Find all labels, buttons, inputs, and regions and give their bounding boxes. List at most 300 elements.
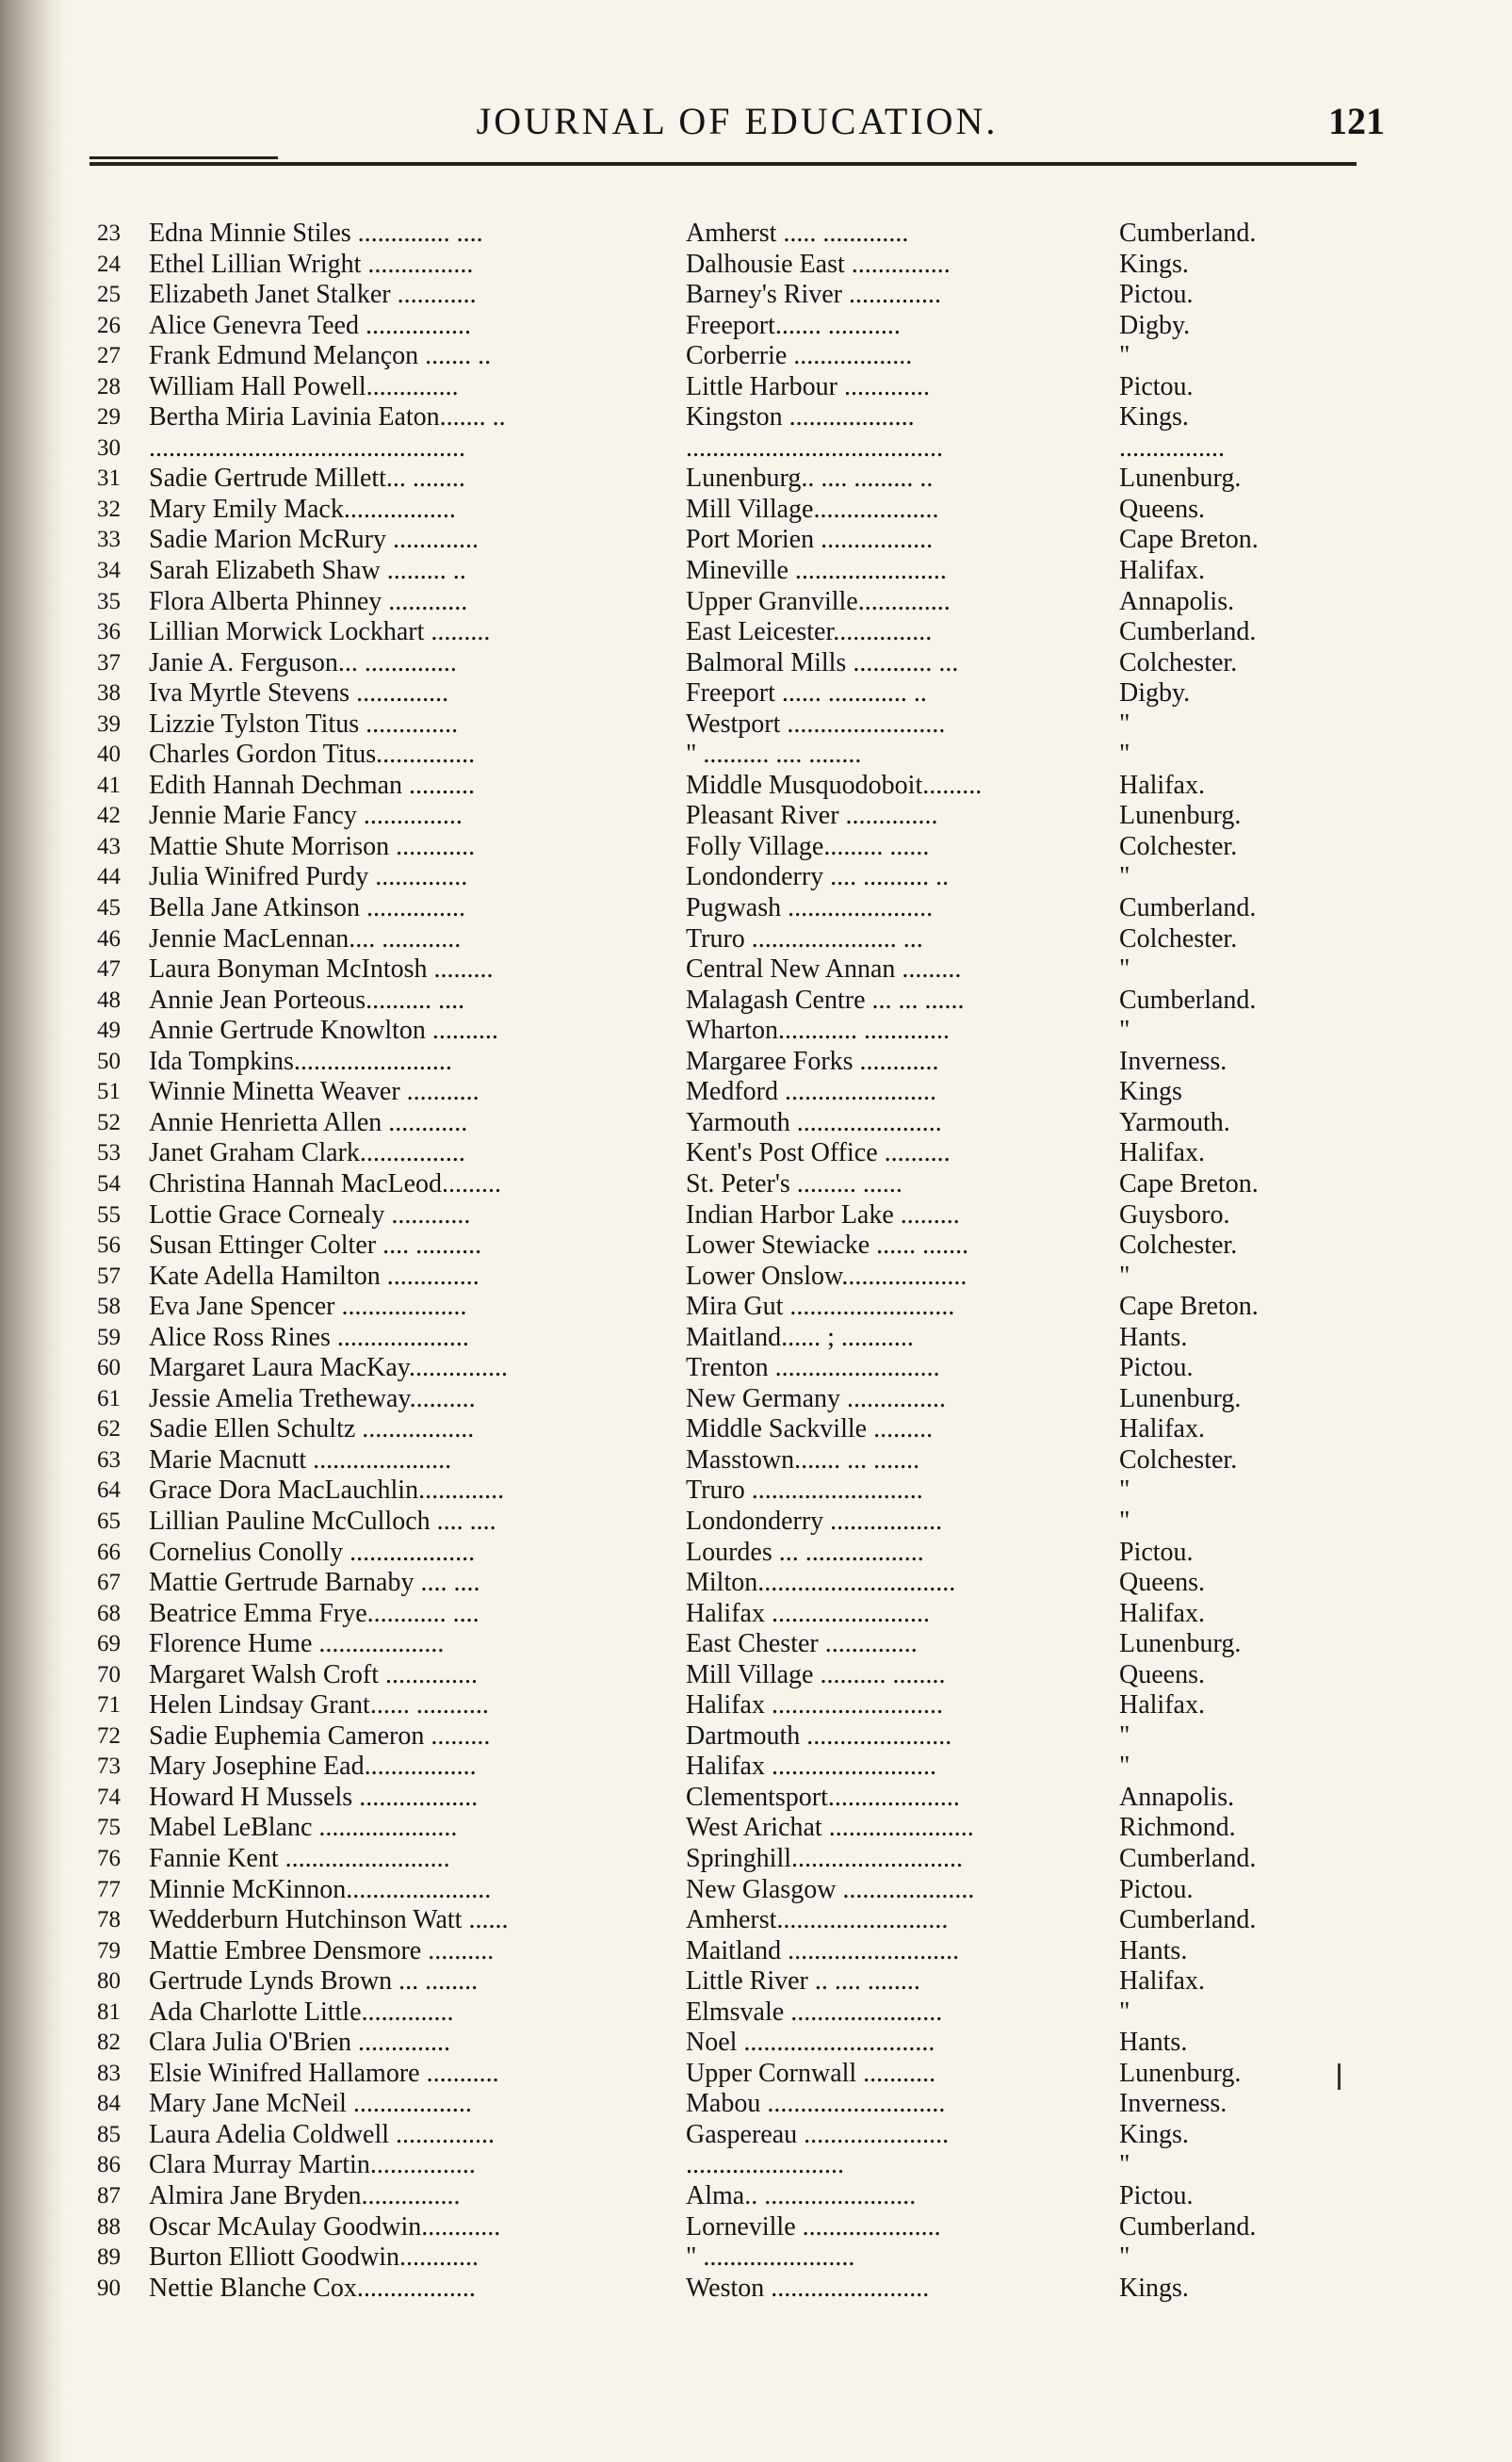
student-name: Mary Josephine Ead.................	[149, 1752, 477, 1782]
list-item	[73, 986, 1392, 1017]
list-item	[73, 1936, 1392, 1967]
row-number: 28	[97, 373, 121, 399]
list-item	[73, 1568, 1392, 1599]
row-number: 58	[97, 1294, 121, 1320]
list-item	[73, 771, 1392, 802]
list-item	[73, 1507, 1392, 1538]
place-name: Indian Harbor Lake .........	[686, 1199, 960, 1230]
place-name: ........................	[686, 2150, 844, 2180]
student-name: Sadie Gertrude Millett... ........	[149, 464, 465, 494]
student-name: Oscar McAulay Goodwin............	[149, 2211, 501, 2242]
student-name: Elizabeth Janet Stalker ............	[149, 280, 477, 310]
place-name: Upper Cornwall ...........	[686, 2058, 936, 2088]
place-name: Trenton .........................	[686, 1353, 940, 1383]
county-name: Lunenburg.	[1119, 464, 1242, 494]
row-number: 24	[97, 251, 121, 277]
place-name: Balmoral Mills ............ ...	[686, 647, 959, 677]
list-item	[73, 2274, 1392, 2305]
county-name: Cumberland.	[1119, 985, 1257, 1015]
county-name: Cape Breton.	[1119, 1292, 1259, 1322]
list-item	[73, 678, 1392, 709]
place-name: Noel .............................	[686, 2028, 935, 2058]
county-name: Halifax.	[1119, 1598, 1205, 1628]
student-name: Lottie Grace Cornealy ............	[149, 1199, 471, 1230]
place-name: " .......................	[686, 2242, 855, 2273]
student-list	[73, 219, 1392, 2304]
row-number: 83	[97, 2060, 121, 2086]
list-item	[73, 1353, 1392, 1384]
place-name: Truro ...................... ...	[686, 923, 923, 954]
list-item	[73, 617, 1392, 648]
county-name: Halifax.	[1119, 1414, 1205, 1444]
county-name: Pictou.	[1119, 371, 1194, 401]
county-name: Annapolis.	[1119, 586, 1235, 616]
row-number: 40	[97, 742, 121, 768]
place-name: Freeport ...... ............ ..	[686, 678, 927, 709]
county-name: Hants.	[1119, 2028, 1188, 2058]
place-name: Springhill..........................	[686, 1843, 964, 1873]
list-item	[73, 1783, 1392, 1814]
student-name: Wedderburn Hutchinson Watt ......	[149, 1905, 509, 1935]
county-name: Cumberland.	[1119, 2211, 1257, 2242]
place-name: New Germany ...............	[686, 1383, 947, 1413]
place-name: Folly Village......... ......	[686, 831, 930, 861]
student-name: Jennie MacLennan.... ............	[149, 923, 462, 954]
county-name: Annapolis.	[1119, 1782, 1235, 1812]
county-name: "	[1119, 2150, 1130, 2180]
list-item	[73, 1966, 1392, 1997]
student-name: Edna Minnie Stiles .............. ....	[149, 219, 483, 248]
place-name: Little River .. .... ........	[686, 1966, 920, 1997]
page-number: 121	[1328, 100, 1385, 142]
row-number: 69	[97, 1631, 121, 1657]
list-item	[73, 525, 1392, 556]
student-name: Mary Emily Mack.................	[149, 494, 456, 524]
place-name: Milton..............................	[686, 1568, 956, 1598]
student-name: Alice Genevra Teed ................	[149, 310, 471, 340]
place-name: Pugwash ......................	[686, 893, 934, 923]
list-item	[73, 433, 1392, 465]
row-number: 27	[97, 343, 121, 369]
row-number: 81	[97, 1998, 121, 2025]
row-number: 70	[97, 1661, 121, 1688]
list-item	[73, 648, 1392, 679]
row-number: 39	[97, 710, 121, 737]
list-item	[73, 1323, 1392, 1354]
student-name: Burton Elliott Goodwin............	[149, 2242, 479, 2273]
row-number: 38	[97, 680, 121, 707]
list-item	[73, 1169, 1392, 1200]
student-name: Clara Julia O'Brien ..............	[149, 2028, 450, 2058]
place-name: Halifax ........................	[686, 1598, 930, 1628]
student-name: Annie Henrietta Allen ............	[149, 1107, 468, 1137]
place-name: Westport ........................	[686, 709, 946, 739]
place-name: Mira Gut .........................	[686, 1292, 955, 1322]
list-item	[73, 1445, 1392, 1476]
row-number: 60	[97, 1355, 121, 1381]
place-name: Medford .......................	[686, 1077, 936, 1107]
county-name: Richmond.	[1119, 1813, 1236, 1843]
place-name: West Arichat ......................	[686, 1813, 974, 1843]
list-item	[73, 1538, 1392, 1569]
county-name: Pictou.	[1119, 2181, 1194, 2210]
list-item	[73, 2120, 1392, 2151]
row-number: 23	[97, 220, 121, 246]
county-name: Colchester.	[1119, 647, 1238, 677]
list-item	[73, 893, 1392, 924]
list-item	[73, 1875, 1392, 1906]
place-name: Pleasant River ..............	[686, 801, 938, 831]
row-number: 57	[97, 1263, 121, 1289]
row-number: 87	[97, 2183, 121, 2209]
county-name: "	[1119, 2242, 1130, 2273]
list-item	[73, 250, 1392, 281]
row-number: 77	[97, 1876, 121, 1902]
place-name: St. Peter's ......... ......	[686, 1168, 902, 1198]
row-number: 48	[97, 986, 121, 1013]
student-name: Annie Jean Porteous.......... ....	[149, 985, 465, 1015]
place-name: Kent's Post Office ..........	[686, 1138, 951, 1168]
county-name: Halifax.	[1119, 770, 1205, 800]
student-name: Frank Edmund Melançon ....... ..	[149, 341, 492, 371]
row-number: 55	[97, 1201, 121, 1228]
row-number: 26	[97, 312, 121, 338]
row-number: 76	[97, 1845, 121, 1871]
student-name: Flora Alberta Phinney ............	[149, 586, 468, 616]
place-name: Margaree Forks ............	[686, 1046, 939, 1076]
row-number: 67	[97, 1570, 121, 1596]
student-name: Sadie Ellen Schultz .................	[149, 1414, 475, 1444]
list-item	[73, 740, 1392, 771]
place-name: Mill Village...................	[686, 494, 939, 524]
county-name: Kings.	[1119, 249, 1189, 279]
student-name: Elsie Winifred Hallamore ...........	[149, 2058, 499, 2088]
row-number: 50	[97, 1048, 121, 1074]
place-name: .......................................	[686, 432, 943, 463]
place-name: Lourdes ... ..................	[686, 1537, 924, 1567]
county-name: Halifax.	[1119, 556, 1205, 586]
list-item	[73, 954, 1392, 986]
row-number: 45	[97, 895, 121, 921]
place-name: Elmsvale .......................	[686, 1997, 943, 2027]
row-number: 30	[97, 434, 121, 461]
row-number: 71	[97, 1692, 121, 1719]
student-name: Iva Myrtle Stevens ..............	[149, 678, 449, 709]
student-name: Grace Dora MacLauchlin.............	[149, 1476, 505, 1506]
student-name: Helen Lindsay Grant...... ...........	[149, 1690, 489, 1720]
list-item	[73, 1108, 1392, 1139]
student-name: Howard H Mussels ..................	[149, 1782, 479, 1812]
list-item	[73, 1292, 1392, 1323]
county-name: "	[1119, 1752, 1130, 1782]
student-name: Ida Tompkins........................	[149, 1046, 452, 1076]
row-number: 68	[97, 1600, 121, 1626]
list-item	[73, 341, 1392, 372]
student-name: Annie Gertrude Knowlton ..........	[149, 1016, 498, 1046]
place-name: Weston ........................	[686, 2273, 930, 2303]
county-name: Cumberland.	[1119, 617, 1257, 647]
place-name: Yarmouth ......................	[686, 1107, 942, 1137]
place-name: East Chester ..............	[686, 1629, 918, 1659]
journal-title: JOURNAL OF EDUCATION.	[476, 100, 999, 142]
list-item	[73, 1752, 1392, 1783]
list-item	[73, 280, 1392, 311]
student-name: Ethel Lillian Wright ................	[149, 249, 474, 279]
county-name: ................	[1119, 432, 1225, 463]
list-item	[73, 1262, 1392, 1293]
place-name: Amherst..........................	[686, 1905, 949, 1935]
county-name: Cape Breton.	[1119, 1168, 1259, 1198]
list-item	[73, 1231, 1392, 1262]
place-name: Amherst ..... .............	[686, 219, 909, 248]
county-name: Colchester.	[1119, 923, 1238, 954]
county-name: Inverness.	[1119, 2089, 1227, 2119]
county-name: "	[1119, 862, 1130, 892]
county-name: Queens.	[1119, 1659, 1205, 1689]
row-number: 88	[97, 2213, 121, 2240]
county-name: Kings.	[1119, 2273, 1189, 2303]
place-name: Middle Sackville .........	[686, 1414, 934, 1444]
student-name: Julia Winifred Purdy ..............	[149, 862, 468, 892]
place-name: Lower Stewiacke ...... .......	[686, 1231, 969, 1261]
student-name: Edith Hannah Dechman ..........	[149, 770, 476, 800]
county-name: "	[1119, 1506, 1130, 1536]
list-item	[73, 1047, 1392, 1078]
student-name: Janie A. Ferguson... ..............	[149, 647, 457, 677]
place-name: Dalhousie East ...............	[686, 249, 951, 279]
student-name: Mattie Gertrude Barnaby .... ....	[149, 1568, 480, 1598]
place-name: Gaspereau ......................	[686, 2119, 950, 2149]
county-name: Digby.	[1119, 310, 1191, 340]
student-name: ................................................	[149, 432, 465, 463]
student-name: Laura Adelia Coldwell ...............	[149, 2119, 496, 2149]
row-number: 32	[97, 496, 121, 522]
row-number: 36	[97, 619, 121, 645]
page-header	[89, 99, 1385, 155]
list-item	[73, 1138, 1392, 1169]
row-number: 51	[97, 1079, 121, 1105]
list-item	[73, 1844, 1392, 1875]
county-name: "	[1119, 341, 1130, 371]
place-name: Little Harbour .............	[686, 371, 930, 401]
list-item	[73, 1016, 1392, 1047]
student-name: Gertrude Lynds Brown ... ........	[149, 1966, 479, 1997]
county-name: Halifax.	[1119, 1966, 1205, 1997]
place-name: " .......... .... ........	[686, 740, 862, 770]
row-number: 59	[97, 1324, 121, 1350]
place-name: Port Morien .................	[686, 525, 934, 555]
county-name: Cumberland.	[1119, 219, 1257, 248]
list-item	[73, 2150, 1392, 2181]
list-item	[73, 1721, 1392, 1753]
student-name: Bertha Miria Lavinia Eaton....... ..	[149, 402, 506, 432]
list-item	[73, 924, 1392, 955]
student-name: Sarah Elizabeth Shaw ......... ..	[149, 556, 466, 586]
list-item	[73, 1200, 1392, 1231]
county-name: Pictou.	[1119, 1874, 1194, 1904]
county-name: Guysboro.	[1119, 1199, 1230, 1230]
list-item	[73, 464, 1392, 495]
county-name: Halifax.	[1119, 1690, 1205, 1720]
student-name: Clara Murray Martin................	[149, 2150, 476, 2180]
student-name: Charles Gordon Titus...............	[149, 740, 476, 770]
county-name: "	[1119, 1720, 1130, 1751]
county-name: Pictou.	[1119, 1537, 1194, 1567]
row-number: 29	[97, 404, 121, 431]
list-item	[73, 311, 1392, 342]
place-name: Lower Onslow...................	[686, 1261, 967, 1291]
list-item	[73, 495, 1392, 526]
row-number: 46	[97, 925, 121, 952]
row-number: 35	[97, 588, 121, 614]
county-name: Lunenburg.	[1119, 1383, 1242, 1413]
student-name: Beatrice Emma Frye............ ....	[149, 1598, 480, 1628]
header-rule-accent	[89, 156, 278, 159]
row-number: 41	[97, 772, 121, 798]
student-name: Margaret Walsh Croft ..............	[149, 1659, 478, 1689]
list-item	[73, 1690, 1392, 1721]
student-name: William Hall Powell..............	[149, 371, 459, 401]
row-number: 66	[97, 1539, 121, 1565]
row-number: 37	[97, 649, 121, 676]
list-item	[73, 1384, 1392, 1415]
student-name: Winnie Minetta Weaver ...........	[149, 1077, 480, 1107]
place-name: Lorneville .....................	[686, 2211, 941, 2242]
row-number: 61	[97, 1385, 121, 1411]
list-item	[73, 587, 1392, 618]
county-name: Colchester.	[1119, 831, 1238, 861]
student-name: Lillian Pauline McCulloch .... ....	[149, 1506, 496, 1536]
place-name: Masstown....... ... .......	[686, 1444, 920, 1475]
place-name: Halifax ..........................	[686, 1690, 943, 1720]
place-name: Truro ..........................	[686, 1476, 923, 1506]
place-name: Upper Granville..............	[686, 586, 951, 616]
row-number: 79	[97, 1937, 121, 1964]
place-name: Dartmouth ......................	[686, 1720, 952, 1751]
header-rule	[89, 162, 1357, 166]
row-number: 75	[97, 1815, 121, 1841]
county-name: Digby.	[1119, 678, 1191, 709]
student-name: Lizzie Tylston Titus ..............	[149, 709, 459, 739]
row-number: 74	[97, 1784, 121, 1810]
row-number: 34	[97, 558, 121, 584]
place-name: Londonderry .................	[686, 1506, 943, 1536]
student-name: Laura Bonyman McIntosh .........	[149, 954, 494, 985]
place-name: Corberrie ..................	[686, 341, 913, 371]
list-item	[73, 1660, 1392, 1691]
list-item	[73, 402, 1392, 433]
student-name: Lillian Morwick Lockhart .........	[149, 617, 491, 647]
list-item	[73, 832, 1392, 863]
place-name: Central New Annan .........	[686, 954, 962, 985]
student-name: Christina Hannah MacLeod.........	[149, 1168, 502, 1198]
list-item	[73, 1599, 1392, 1630]
place-name: Alma.. .......................	[686, 2181, 917, 2210]
row-number: 49	[97, 1018, 121, 1044]
row-number: 84	[97, 2091, 121, 2117]
list-item	[73, 709, 1392, 741]
county-name: Halifax.	[1119, 1138, 1205, 1168]
county-name: Inverness.	[1119, 1046, 1227, 1076]
county-name: "	[1119, 1476, 1130, 1506]
county-name: "	[1119, 1016, 1130, 1046]
list-item	[73, 1997, 1392, 2029]
place-name: Freeport....... ...........	[686, 310, 901, 340]
county-name: Yarmouth.	[1119, 1107, 1230, 1137]
county-name: Kings.	[1119, 2119, 1189, 2149]
place-name: Maitland ..........................	[686, 1935, 960, 1965]
page-binding-edge	[0, 0, 66, 2462]
row-number: 56	[97, 1232, 121, 1259]
county-name: Queens.	[1119, 1568, 1205, 1598]
place-name: East Leicester...............	[686, 617, 933, 647]
row-number: 44	[97, 864, 121, 890]
place-name: Barney's River ..............	[686, 280, 942, 310]
county-name: Lunenburg.	[1119, 2058, 1242, 2088]
row-number: 52	[97, 1109, 121, 1135]
student-name: Almira Jane Bryden...............	[149, 2181, 461, 2210]
county-name: "	[1119, 954, 1130, 985]
county-name: Kings.	[1119, 402, 1189, 432]
row-number: 85	[97, 2121, 121, 2147]
row-number: 47	[97, 956, 121, 983]
county-name: Hants.	[1119, 1322, 1188, 1352]
student-name: Eva Jane Spencer ...................	[149, 1292, 467, 1322]
county-name: Lunenburg.	[1119, 1629, 1242, 1659]
place-name: Mabou ...........................	[686, 2089, 946, 2119]
student-name: Mary Jane McNeil ..................	[149, 2089, 472, 2119]
place-name: Malagash Centre ... ... ......	[686, 985, 965, 1015]
list-item	[73, 862, 1392, 893]
county-name: Pictou.	[1119, 1353, 1194, 1383]
county-name: "	[1119, 1997, 1130, 2027]
row-number: 82	[97, 2030, 121, 2056]
student-name: Mabel LeBlanc .....................	[149, 1813, 458, 1843]
county-name: Queens.	[1119, 494, 1205, 524]
row-number: 25	[97, 282, 121, 308]
student-name: Mattie Shute Morrison ............	[149, 831, 476, 861]
place-name: Clementsport....................	[686, 1782, 960, 1812]
county-name: Colchester.	[1119, 1444, 1238, 1475]
row-number: 42	[97, 803, 121, 829]
student-name: Mattie Embree Densmore ..........	[149, 1935, 495, 1965]
row-number: 90	[97, 2274, 121, 2301]
row-number: 31	[97, 465, 121, 492]
county-name: Hants.	[1119, 1935, 1188, 1965]
place-name: Mill Village .......... ........	[686, 1659, 946, 1689]
row-number: 53	[97, 1140, 121, 1166]
student-name: Margaret Laura MacKay...............	[149, 1353, 508, 1383]
student-name: Sadie Euphemia Cameron .........	[149, 1720, 491, 1751]
county-name: Cumberland.	[1119, 1843, 1257, 1873]
county-name: "	[1119, 1261, 1130, 1291]
place-name: Wharton............ .............	[686, 1016, 950, 1046]
place-name: Maitland...... ; ...........	[686, 1322, 914, 1352]
county-name: "	[1119, 709, 1130, 739]
row-number: 78	[97, 1907, 121, 1933]
list-item	[73, 1629, 1392, 1660]
row-number: 54	[97, 1170, 121, 1197]
place-name: Londonderry .... .......... ..	[686, 862, 950, 892]
student-name: Alice Ross Rines ....................	[149, 1322, 469, 1352]
student-name: Florence Hume ...................	[149, 1629, 445, 1659]
place-name: Lunenburg.. .... ......... ..	[686, 464, 934, 494]
student-name: Cornelius Conolly ...................	[149, 1537, 476, 1567]
row-number: 73	[97, 1753, 121, 1780]
row-number: 43	[97, 833, 121, 859]
student-name: Marie Macnutt .....................	[149, 1444, 452, 1475]
place-name: New Glasgow ....................	[686, 1874, 975, 1904]
